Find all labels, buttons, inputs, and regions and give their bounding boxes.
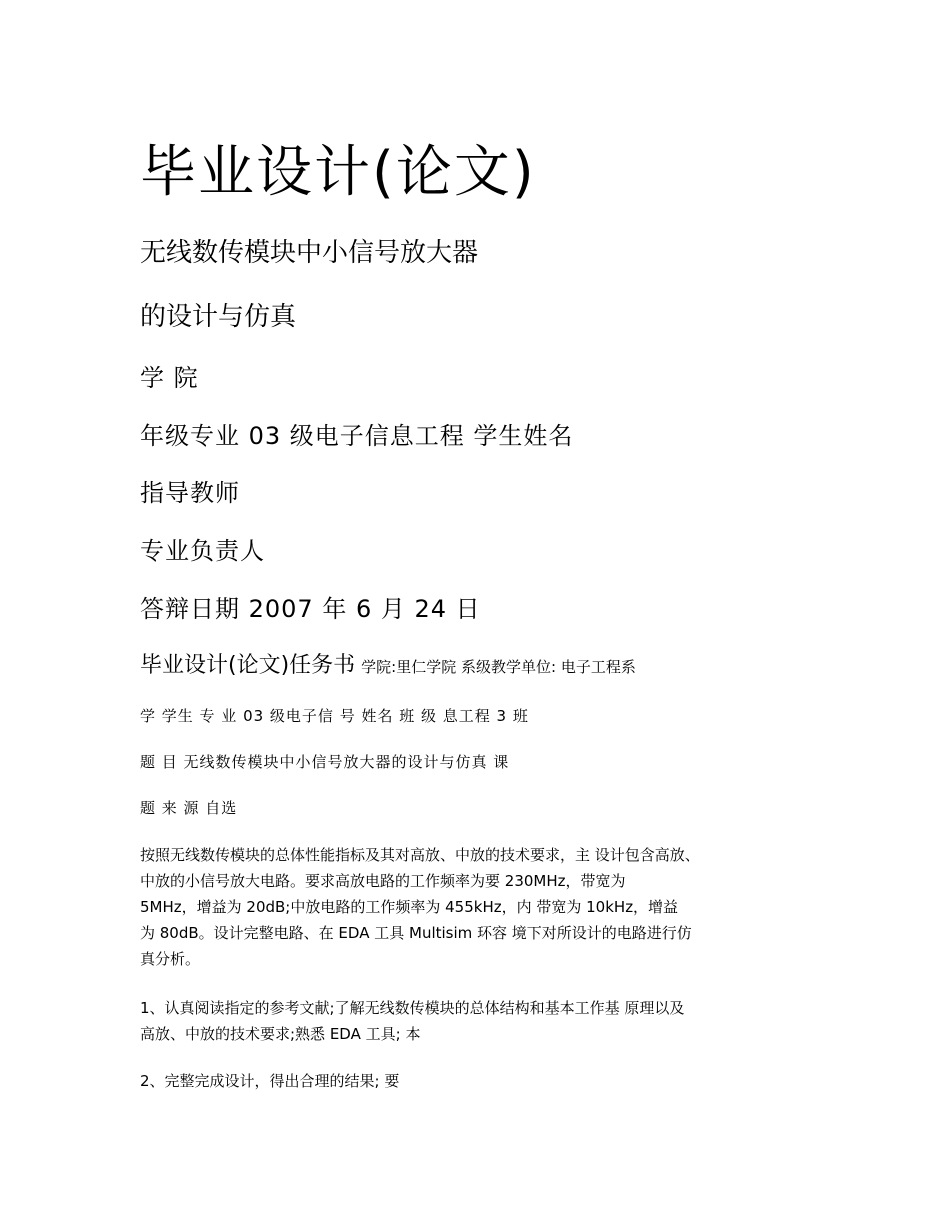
paragraph-line: 2、完整完成设计，得出合理的结果; 要 [140, 1072, 400, 1090]
task-item-1 [140, 995, 812, 1047]
task-item-2 [140, 1068, 812, 1094]
thesis-title-line-1: 无线数传模块中小信号放大器 [140, 238, 479, 268]
college-field: 学 院 [140, 364, 199, 392]
task-book-detail: 学院:里仁学院 系级教学单位: 电子工程系 [361, 658, 636, 676]
thesis-title-line-2: 的设计与仿真 [140, 302, 297, 332]
source-line: 题 来 源 自选 [140, 799, 238, 817]
topic-line: 题 目 无线数传模块中小信号放大器的设计与仿真 课 [140, 753, 510, 771]
task-book-heading [140, 650, 636, 683]
defense-date-field: 答辩日期 2007 年 6 月 24 日 [140, 595, 481, 623]
paragraph-line: 为 80dB。设计完整电路、在 EDA 工具 Multisim 环容 境下对所设计的电路进行仿 [140, 924, 692, 942]
document-title: 毕业设计(论文) [140, 140, 536, 205]
requirements-paragraph [140, 842, 812, 972]
paragraph-line: 1、认真阅读指定的参考文献;了解无线数传模块的总体结构和基本工作基 原理以及 [140, 999, 685, 1017]
advisor-field: 指导教师 [140, 479, 240, 507]
grade-major-field: 年级专业 03 级电子信息工程 学生姓名 [140, 422, 574, 450]
paragraph-line: 中放的小信号放大电路。要求高放电路的工作频率为要 230MHz，带宽为 [140, 872, 626, 890]
paragraph-line: 真分析。 [140, 950, 201, 968]
paragraph-line: 按照无线数传模块的总体性能指标及其对高放、中放的技术要求，主 设计包含高放、 [140, 846, 700, 864]
student-info-line: 学 学生 专 业 03 级电子信 号 姓名 班 级 息工程 3 班 [140, 707, 529, 725]
paragraph-line: 高放、中放的技术要求;熟悉 EDA 工具; 本 [140, 1025, 421, 1043]
paragraph-line: 5MHz，增益为 20dB;中放电路的工作频率为 455kHz，内 带宽为 10kHz，增益 [140, 898, 679, 916]
major-head-field: 专业负责人 [140, 537, 265, 565]
task-book-title: 毕业设计(论文)任务书 [140, 653, 356, 678]
